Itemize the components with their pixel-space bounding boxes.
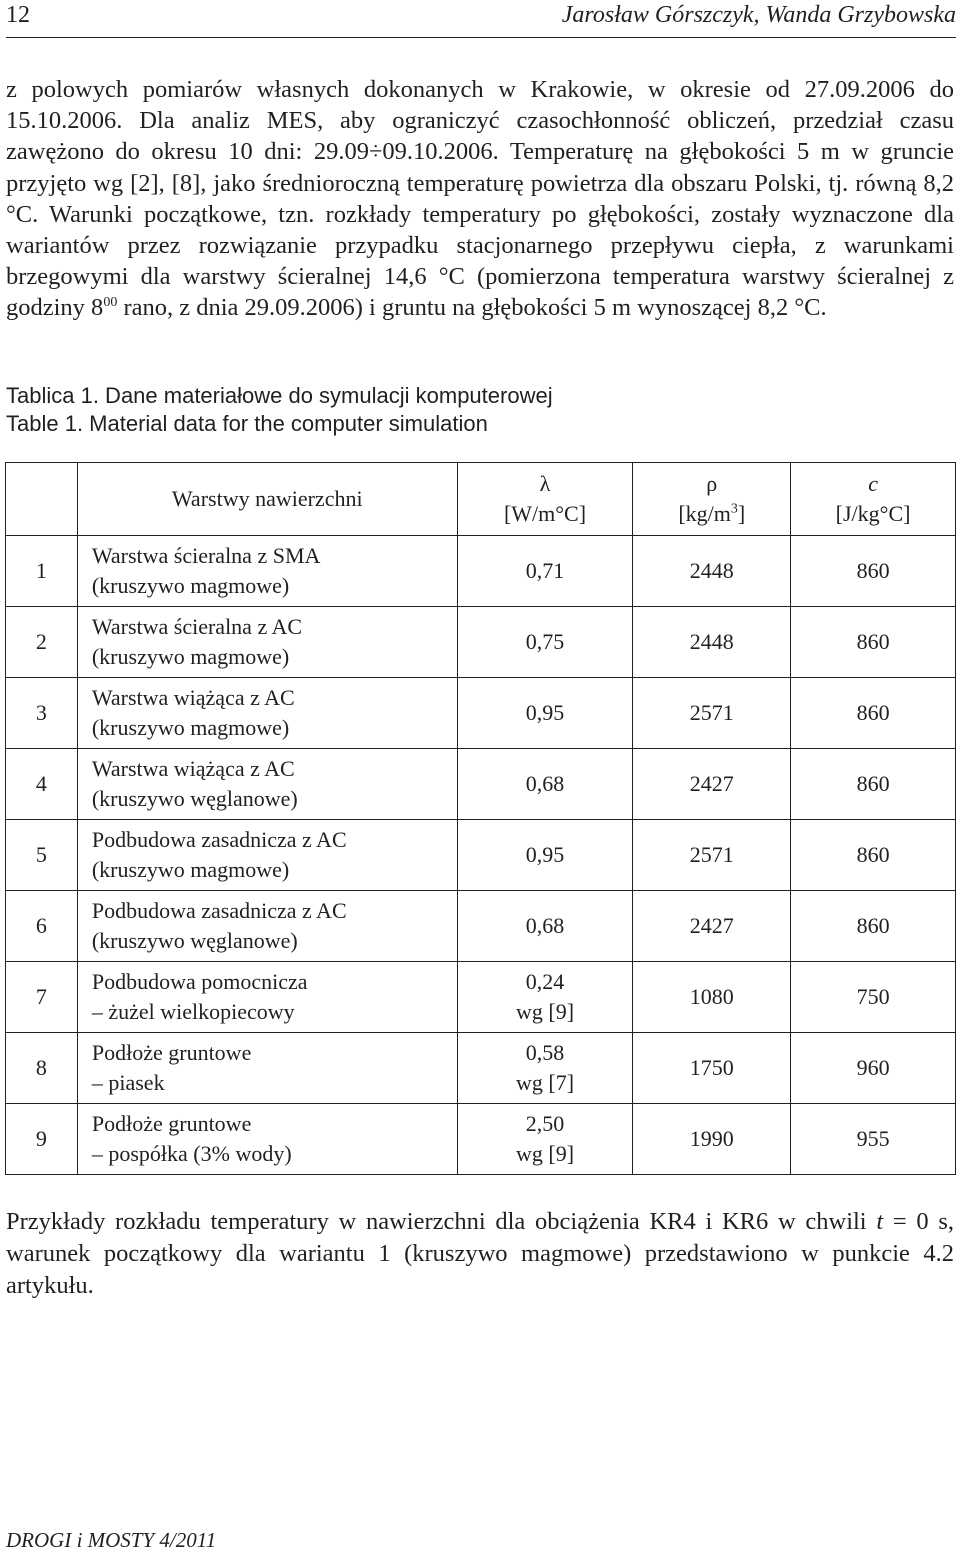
rho-value: 2448: [633, 536, 791, 607]
lambda-value-source: wg [9]: [515, 1141, 575, 1166]
c-value: 860: [791, 749, 956, 820]
lambda-value: [457, 536, 633, 607]
table-row: [6, 891, 956, 962]
rho-value: 2427: [633, 891, 791, 962]
layer-name: [77, 1104, 457, 1175]
rho-unit-main: [kg/m: [678, 501, 731, 526]
c-unit: [J/kg°C]: [835, 501, 911, 526]
lambda-value: [457, 678, 633, 749]
lambda-value-number: 0,95: [525, 700, 565, 725]
table-row: [6, 678, 956, 749]
lambda-value-source: wg [7]: [515, 1070, 575, 1095]
c-value: 955: [791, 1104, 956, 1175]
c-value: 750: [791, 962, 956, 1033]
layer-name-line2: – piasek: [91, 1070, 165, 1095]
c-symbol: c: [868, 471, 878, 496]
lambda-value-number: 0,75: [525, 629, 565, 654]
rho-unit-exponent: 3: [730, 501, 738, 517]
layer-name: [77, 536, 457, 607]
c-value: 860: [791, 820, 956, 891]
row-number: 6: [6, 891, 78, 962]
rho-value: 1990: [633, 1104, 791, 1175]
table-row: [6, 607, 956, 678]
layer-name-line2: (kruszywo magmowe): [91, 573, 290, 598]
paragraph-text-continued: = 0 s, warunek początkowy dla wariantu 1 (kruszywo magmowe) przedstawiono w punkcie 4.2 artykułu.: [6, 1208, 954, 1299]
superscript-hour: 00: [103, 295, 118, 311]
c-value: 860: [791, 536, 956, 607]
body-paragraph-closing: [6, 1206, 954, 1302]
table-header-row: [6, 463, 956, 536]
rho-value: 2571: [633, 820, 791, 891]
lambda-symbol: λ: [539, 471, 551, 496]
paragraph-text-continued: rano, z dnia 29.09.2006) i gruntu na głębokości 5 m wynoszącej 8,2 °C.: [117, 294, 827, 322]
lambda-value-number: 0,95: [525, 842, 565, 867]
c-value: 960: [791, 1033, 956, 1104]
table-row: [6, 820, 956, 891]
material-data-table: [5, 462, 956, 1175]
lambda-value: [457, 607, 633, 678]
rho-symbol: ρ: [706, 471, 718, 496]
layer-name: [77, 678, 457, 749]
row-number: 4: [6, 749, 78, 820]
body-paragraph-intro: [6, 74, 954, 324]
rho-value: 2427: [633, 749, 791, 820]
row-number: 5: [6, 820, 78, 891]
layer-name-line2: (kruszywo magmowe): [91, 857, 290, 882]
header-lambda: [457, 463, 633, 536]
page-header: [6, 0, 956, 38]
layer-name: [77, 749, 457, 820]
table-row: [6, 1033, 956, 1104]
row-number: 8: [6, 1033, 78, 1104]
paragraph-text: Przykłady rozkładu temperatury w nawierzchni dla obciążenia KR4 i KR6 w chwili: [6, 1208, 877, 1235]
rho-unit: [633, 499, 790, 529]
layer-name-line2: (kruszywo węglanowe): [91, 786, 298, 811]
row-number: 3: [6, 678, 78, 749]
running-head-authors: Jarosław Górszczyk, Wanda Grzybowska: [561, 2, 956, 28]
row-number: 9: [6, 1104, 78, 1175]
rho-value: 1750: [633, 1033, 791, 1104]
lambda-value-number: 0,24: [525, 969, 565, 994]
layer-name-line1: Podłoże gruntowe: [91, 1111, 252, 1136]
layer-name-line1: Warstwa wiążąca z AC: [91, 756, 295, 781]
layer-name-line1: Podbudowa zasadnicza z AC: [91, 898, 347, 923]
layer-name-line1: Warstwa ścieralna z AC: [91, 614, 303, 639]
lambda-value: [457, 1033, 633, 1104]
layer-name-line1: Podbudowa zasadnicza z AC: [91, 827, 347, 852]
table-caption-polish: Tablica 1. Dane materiałowe do symulacji komputerowej: [6, 383, 553, 408]
rho-unit-close: ]: [737, 501, 746, 526]
layer-name-line1: Warstwa wiążąca z AC: [91, 685, 295, 710]
lambda-value: [457, 820, 633, 891]
header-number-cell: [6, 463, 78, 536]
rho-value: 2571: [633, 678, 791, 749]
journal-footer: DROGI i MOSTY 4/2011: [6, 1528, 217, 1552]
lambda-value-number: 0,68: [525, 771, 565, 796]
lambda-value-source: wg [9]: [515, 999, 575, 1024]
c-value: 860: [791, 678, 956, 749]
lambda-value-number: 0,68: [525, 913, 565, 938]
layer-name-line2: (kruszywo magmowe): [91, 715, 290, 740]
lambda-value-number: 2,50: [525, 1111, 565, 1136]
layer-name-line2: (kruszywo magmowe): [91, 644, 290, 669]
c-value: 860: [791, 891, 956, 962]
time-variable: t: [876, 1208, 884, 1235]
page-number: 12: [6, 2, 30, 28]
layer-name-line2: – żużel wielkopiecowy: [91, 999, 295, 1024]
lambda-unit: [W/m°C]: [503, 501, 587, 526]
row-number: 2: [6, 607, 78, 678]
row-number: 7: [6, 962, 78, 1033]
table-row: [6, 749, 956, 820]
layer-name: [77, 1033, 457, 1104]
row-number: 1: [6, 536, 78, 607]
layer-name-line2: (kruszywo węglanowe): [91, 928, 298, 953]
lambda-value-number: 0,58: [525, 1040, 565, 1065]
layer-name: [77, 962, 457, 1033]
layer-name-line1: Podbudowa pomocnicza: [91, 969, 308, 994]
rho-value: 1080: [633, 962, 791, 1033]
c-value: 860: [791, 607, 956, 678]
layer-name: [77, 607, 457, 678]
lambda-value: [457, 891, 633, 962]
table-caption-english: Table 1. Material data for the computer simulation: [6, 411, 488, 436]
lambda-value: [457, 1104, 633, 1175]
paragraph-text: z polowych pomiarów własnych dokonanych w Krakowie, w okresie od 27.09.2006 do 15.10.2006. Dla analiz MES, aby ograniczyć czasochłonność obliczeń, przedział czasu zawężono do okresu 10 dni: 29.09÷09.10.2006. Temperaturę na głębokości 5 m w gruncie przyjęto wg [2], [8], jako średnioroczną temperaturę powietrza dla obszaru Polski, tj. równą 8,2 °C. Warunki początkowe, tzn. rozkłady temperatury po głębokości, zostały wyznaczone dla wariantów przez rozwiązanie przypadku stacjonarnego przepływu ciepła, z warunkami brzegowymi dla warstwy ścieralnej 14,6 °C (pomierzona temperatura warstwy ścieralnej z godziny 8: [6, 76, 954, 322]
table-row: [6, 1104, 956, 1175]
table-row: [6, 962, 956, 1033]
layer-name-line1: Warstwa ścieralna z SMA: [91, 543, 321, 568]
rho-value: 2448: [633, 607, 791, 678]
table-row: [6, 536, 956, 607]
layer-name-line2: – pospółka (3% wody): [91, 1141, 292, 1166]
header-layers: Warstwy nawierzchni: [77, 463, 457, 536]
header-heat-capacity: [791, 463, 956, 536]
lambda-value-number: 0,71: [525, 558, 565, 583]
layer-name-line1: Podłoże gruntowe: [91, 1040, 252, 1065]
header-rho: [633, 463, 791, 536]
lambda-value: [457, 962, 633, 1033]
layer-name: [77, 891, 457, 962]
layer-name: [77, 820, 457, 891]
lambda-value: [457, 749, 633, 820]
